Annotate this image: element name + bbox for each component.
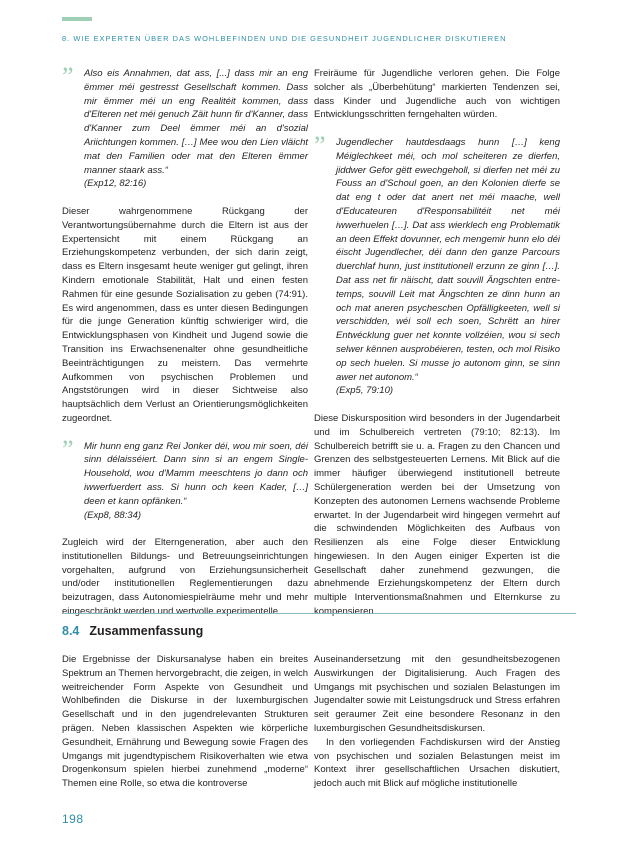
header-accent-bar <box>62 17 92 21</box>
quote-reference: (Exp5, 79:10) <box>336 385 394 397</box>
left-column-bottom <box>62 653 308 791</box>
closing-quote-icon: ” <box>314 130 326 160</box>
quote-text: Mir hunn eng ganz Rei Jonker déi, wou mir soen, déi sinn délaisséiert. Dann sinn si an engem Single-Household, wou d'Mamm meeschtens jo dann och iwwerfuerdert ass. Si hunn och keen Kader, […] deen et kann opfänken.“ <box>84 440 308 507</box>
body-paragraph: Auseinandersetzung mit den gesundheitsbezogenen Auswirkungen der Digitalisierung. Auch Fragen des Umgangs mit psychischen und sozialen Belastungen im Jugendalter sowie mit Leistungsdruck und Stress erfahren seit geraumer Zeit eine besondere Resonanz in den luxemburgischen Gesundheitsdiskursen. <box>314 654 560 734</box>
running-header: 8. WIE EXPERTEN ÜBER DAS WOHLBEFINDEN UND DIE GESUNDHEIT JUGENDLICHER DISKUTIEREN <box>62 34 507 43</box>
quote-text: Jugendlecher hautdesdaags hunn […] keng Méiglechkeet méi, och mol scheiteren ze dierfen, jiddwer Gefor gëtt ewechgeholl, si dierfen net méi zu Fouss an d'Schoul goen, an den Kolonien dierfe se dat eng t oder dat anert net méi maache, well d'Educateuren d'Responsabilitéit net méi iwwerhuelen […]. Dat ass wierklech eng Problematik an deen Effekt dovunner, ech mengemir hunn elo déi éischt Jugendlecher, déi dann den ganze Parcours duerchlaf hunn, just institutionell erzunn ze ginn […]. Dat ass net fir näischt, datt souvill Ängschten entre-temps, souvill Leit mat Ängschten ze dinn hunn an och mat aneren psycheschen Opfälligkeeten, well si verschidden, wéi soll ech soen, Schrëtt an hirer Entwécklung guer net konnte vollzéien, wou si sech selwer kënnen ausprobéieren, testen, och mol Risiko op sech huelen. Si musse jo autonom ginn, se sinn awer net autonom.“ <box>336 136 560 383</box>
section-number: 8.4 <box>62 624 80 638</box>
body-paragraph: Dieser wahrgenommene Rückgang der Verantwortungsübernahme durch die Eltern ist aus der Expertensicht mit einem Rückgang an Erziehungskompetenz verbunden, der sich darin zeigt, dass es Eltern insgesamt heute weniger gut gelingt, ihren Kindern emotionale Stabilität, Halt und einen festen Rahmen für eine gesunde Sozialisation zu geben (74:91). Es wird angenommen, dass es unter diesen Bedingungen für die junge Generation künftig schwieriger wird, die Entwicklungsphasen von Kindheit und Jugend sowie die Transition ins Erwachsenenalter ohne gesundheitliche Beeinträchtigungen zu meistern. Das vermehrte Aufkommen von psychischen Problemen und Angststörungen wird in dieser Sichtweise also hauptsächlich dem Verlust an Orientierungsmöglichkeiten zugeordnet. <box>62 205 308 424</box>
body-paragraph: Zugleich wird der Elterngeneration, aber auch den institutionellen Bildungs- und Betreuungseinrichtungen vorgehalten, aufgrund von Erziehungsunsicherheit und/oder institutionellen Reglementierungen dazu beizutragen, dass Autonomiespielräume mehr und mehr eingeschränkt werden und wertvolle experimentelle <box>62 537 308 618</box>
right-column-top <box>314 67 560 619</box>
quote-block <box>62 434 308 523</box>
right-column-bottom <box>314 653 560 791</box>
quote-text: Also eis Annahmen, dat ass, [...] dass mir an eng ëmmer méi gestresst Gesellschaft kommen. Dass mir ëmmer méi un eng Realitéit kommen, dass d'Elteren net méi genuch Zäit hunn fir d'Kanner, dass d'Kanner zum Deel ëmmer méi an d'sozial Ariichtungen kommen. […] Mee wou den Lien vläicht mat den Familien oder mat den Elteren ëmmer manner staark ass.“ <box>84 68 308 176</box>
left-column-top <box>62 62 308 619</box>
section-title: Zusammenfassung <box>89 624 204 638</box>
closing-quote-icon: ” <box>62 62 74 91</box>
quote-block <box>62 62 308 191</box>
body-paragraph: Diese Diskursposition wird besonders in der Jugendarbeit und im Schulbereich vertreten (79:10; 82:13). Im Schulbereich betrifft sie u. a. Fragen zu den Chancen und Grenzen des selbstgesteuerten Lernens. Mit Blick auf die immer häufiger überwiegend institutionell betreute Schülergeneration werden bei der Umsetzung von Konzepten des autonomen Lernens wachsende Probleme erwartet. In der Jugendarbeit wird hingegen vermehrt auf die schwindenden Möglichkeiten des Aufbaus von Resilienzen als eine Folge dieser Entwicklung hingewiesen. In den Augen einiger Experten ist die Gesellschaft daher zunehmend gezwungen, die abnehmende Erziehungskompetenz der Eltern durch multiple Interventionsmaßnahmen und Elternkurse zu kompensieren. <box>314 412 560 618</box>
body-paragraph: Die Ergebnisse der Diskursanalyse haben ein breites Spektrum an Themen hervorgebracht, die zeigen, in welch weitreichender Form Aspekte von Gesundheit und Wohlbefinden die Diskurse in der luxemburgischen Gesellschaft und in den jugendrelevanten Strukturen prägen. Neben klassischen Aspekten wie körperliche Gesundheit, Ernährung und Bewegung sowie Fragen des Umgangs mit jugendtypischem Risikoverhalten wie etwa Drogenkonsum spielen hierbei zunehmend „moderne“ Themen eine Rolle, so etwa die kontroverse <box>62 654 308 790</box>
body-paragraph: In den vorliegenden Fachdiskursen wird der Anstieg von psychischen und sozialen Belastungen meist im Kontext ihrer gesellschaftlichen Ursachen diskutiert, jedoch auch mit Blick auf mögliche institutionelle <box>314 736 560 790</box>
section-divider <box>62 613 576 614</box>
quote-reference: (Exp12, 82:16) <box>84 178 147 190</box>
body-paragraph: Freiräume für Jugendliche verloren gehen. Die Folge solcher als „Überbehütung“ markierten Tendenzen sei, dass Kinder und Jugendliche auch von wichtigen Entwicklungsschritten ferngehalten würden. <box>314 68 560 121</box>
closing-quote-icon: ” <box>62 434 74 464</box>
section-heading <box>62 624 203 638</box>
page-number: 198 <box>62 812 84 826</box>
quote-reference: (Exp8, 88:34) <box>84 509 142 521</box>
quote-block <box>314 130 560 398</box>
